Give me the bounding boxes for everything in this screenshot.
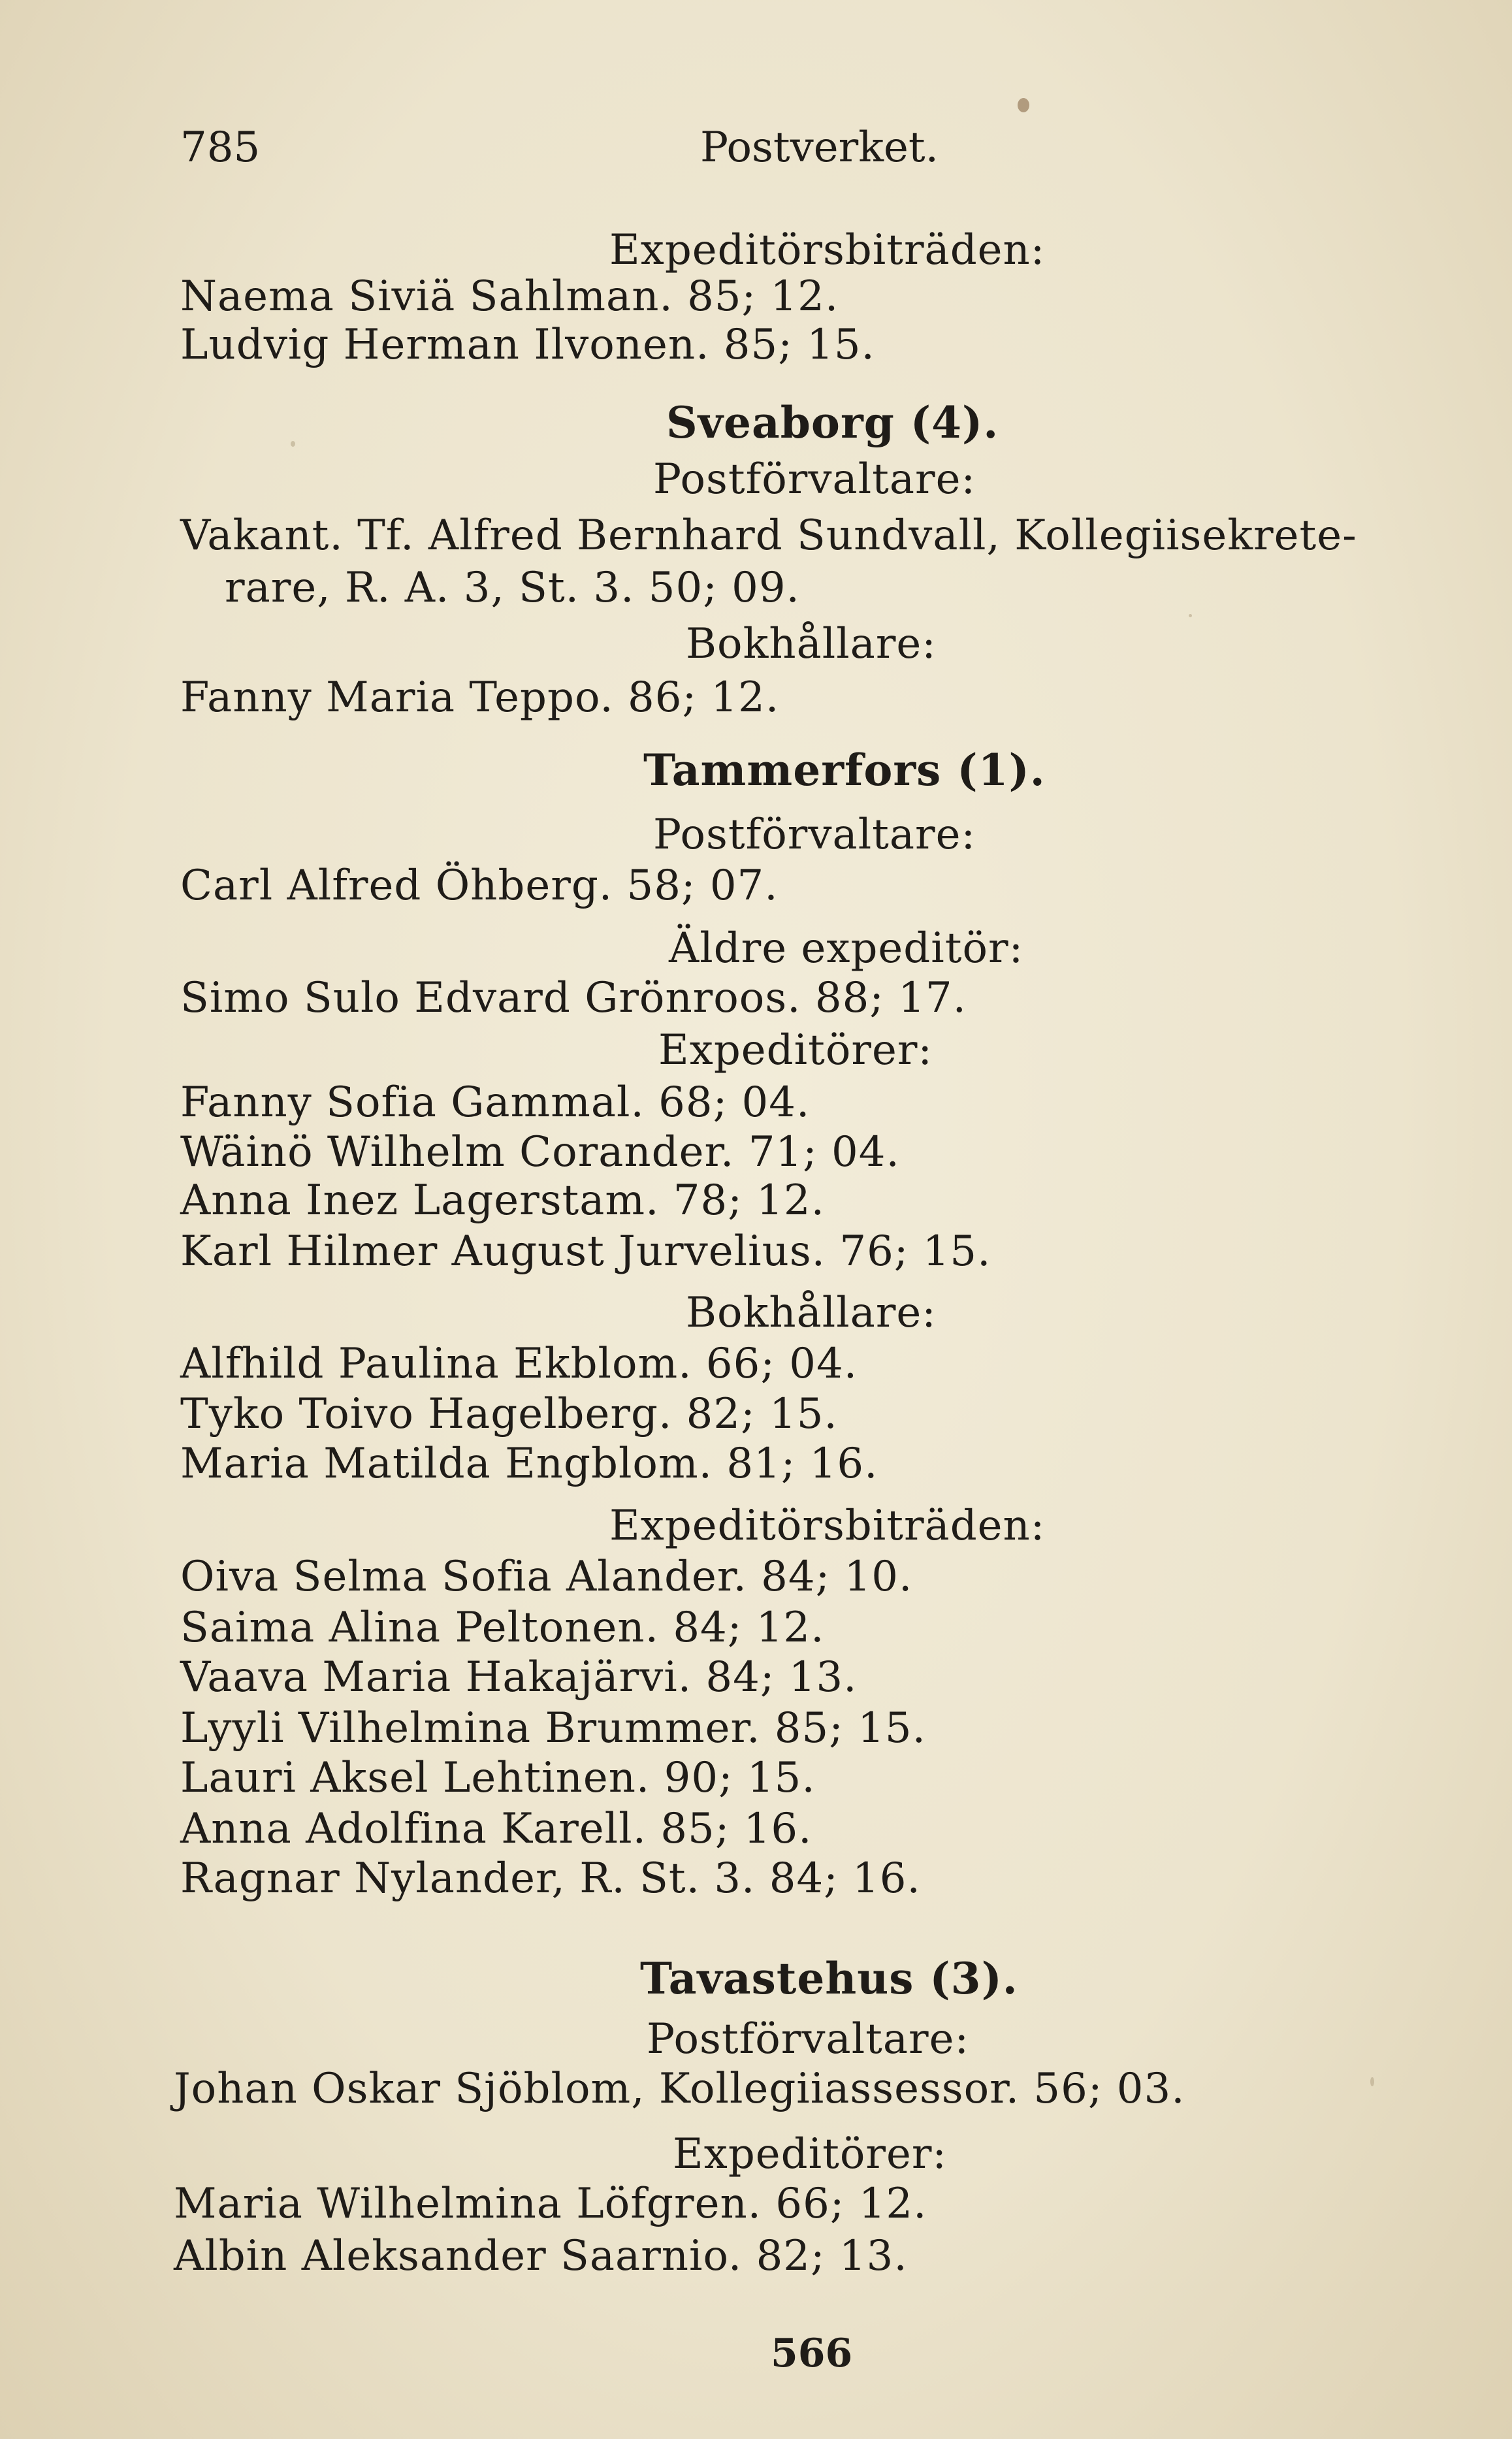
place-heading: Sveaborg (4). — [666, 397, 999, 448]
entry-line: Carl Alfred Öhberg. 58; 07. — [180, 862, 779, 910]
entry-line: Ragnar Nylander, R. St. 3. 84; 16. — [180, 1854, 921, 1903]
entry-line: Lauri Aksel Lehtinen. 90; 15. — [180, 1754, 816, 1802]
paper-speck — [1018, 98, 1029, 112]
entry-line: Ludvig Herman Ilvonen. 85; 15. — [180, 321, 875, 369]
section-heading: Bokhållare: — [686, 1289, 937, 1337]
entry-line: Fanny Maria Teppo. 86; 12. — [180, 673, 780, 722]
entry-line: Tyko Toivo Hagelberg. 82; 15. — [180, 1390, 838, 1438]
entry-line: Karl Hilmer August Jurvelius. 76; 15. — [180, 1227, 991, 1276]
entry-line: Anna Inez Lagerstam. 78; 12. — [180, 1176, 825, 1225]
page-number: 785 — [180, 123, 261, 172]
entry-line: Johan Oskar Sjöblom, Kollegiiassessor. 56; 03. — [174, 2065, 1185, 2113]
entry-line: Wäinö Wilhelm Corander. 71; 04. — [180, 1128, 900, 1176]
entry-line: Lyyli Vilhelmina Brummer. 85; 15. — [180, 1704, 926, 1753]
section-heading: Postförvaltare: — [653, 811, 976, 859]
section-heading: Expeditörsbiträden: — [609, 226, 1046, 274]
entry-line: Simo Sulo Edvard Grönroos. 88; 17. — [180, 974, 967, 1022]
paper-speck — [291, 441, 295, 447]
section-heading: Expeditörer: — [658, 1026, 933, 1074]
entry-line: Vaava Maria Hakajärvi. 84; 13. — [180, 1653, 858, 1702]
section-heading: Postförvaltare: — [647, 2015, 970, 2063]
running-title: Postverket. — [700, 123, 939, 172]
entry-line: Oiva Selma Sofia Alander. 84; 10. — [180, 1553, 913, 1601]
paper-speck — [1370, 2077, 1374, 2086]
signature-mark: 566 — [771, 2331, 853, 2376]
entry-line: Fanny Sofia Gammal. 68; 04. — [180, 1078, 811, 1127]
entry-line: rare, R. A. 3, St. 3. 50; 09. — [225, 564, 800, 612]
section-heading: Expeditörsbiträden: — [609, 1502, 1046, 1550]
entry-line: Anna Adolfina Karell. 85; 16. — [180, 1805, 812, 1853]
entry-line: Vakant. Tf. Alfred Bernhard Sundvall, Kollegiisekrete- — [180, 511, 1357, 560]
section-heading: Bokhållare: — [686, 620, 937, 668]
entry-line: Maria Wilhelmina Löfgren. 66; 12. — [174, 2180, 927, 2228]
paper-speck — [1189, 614, 1192, 617]
section-heading: Expeditörer: — [673, 2130, 947, 2178]
entry-line: Maria Matilda Engblom. 81; 16. — [180, 1440, 878, 1488]
entry-line: Albin Aleksander Saarnio. 82; 13. — [174, 2232, 908, 2280]
place-heading: Tavastehus (3). — [640, 1953, 1018, 2004]
section-heading: Postförvaltare: — [653, 455, 976, 504]
entry-line: Naema Siviä Sahlman. 85; 12. — [180, 272, 839, 321]
entry-line: Saima Alina Peltonen. 84; 12. — [180, 1604, 825, 1652]
section-heading: Äldre expeditör: — [669, 924, 1024, 973]
place-heading: Tammerfors (1). — [643, 745, 1046, 796]
entry-line: Alfhild Paulina Ekblom. 66; 04. — [180, 1340, 858, 1388]
